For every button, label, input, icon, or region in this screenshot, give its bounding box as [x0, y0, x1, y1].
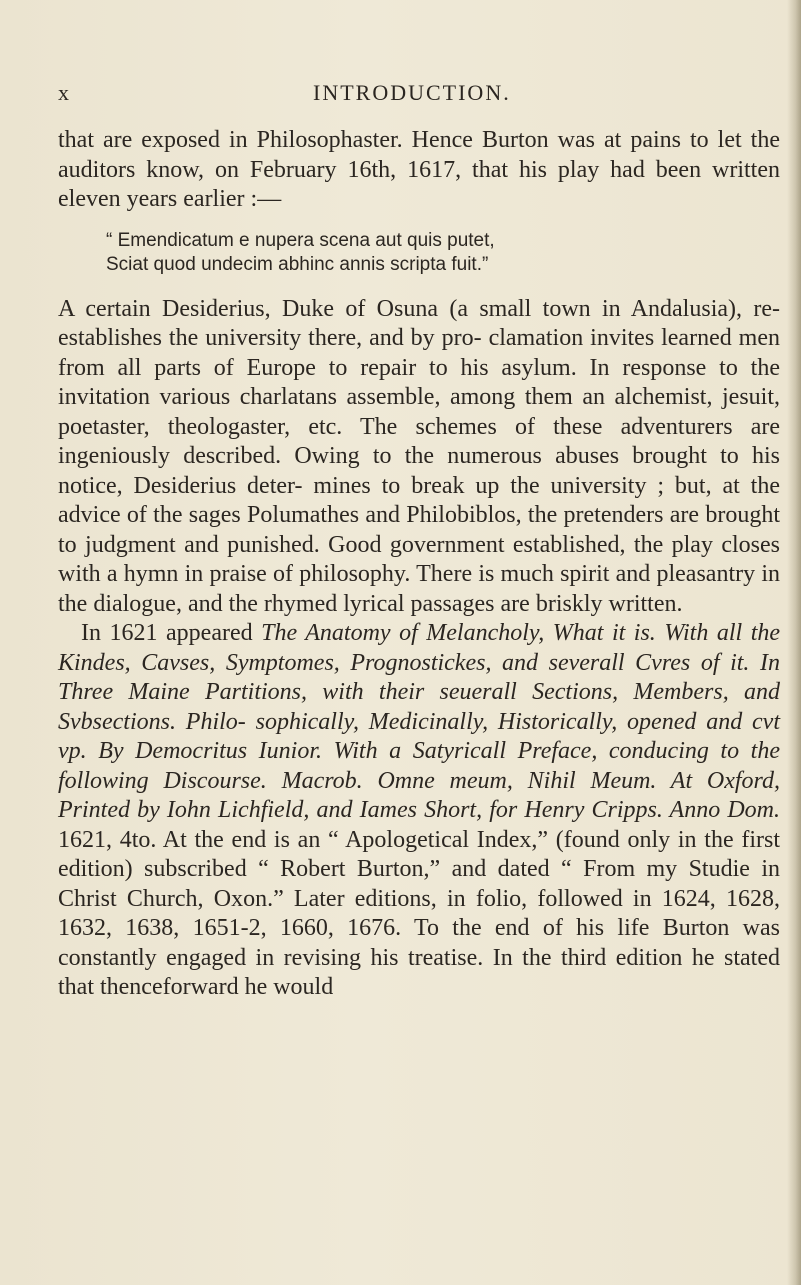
quote-line-1: “ Emendicatum e nupera scena aut quis putet,	[106, 229, 495, 251]
page-edge-shadow	[787, 0, 801, 1285]
book-title-italic: The Anatomy of Melancholy, What it is. With all the Kindes, Cavses, Symptomes, Prognostickes, and severall Cvres of it. In Three Maine Partitions, with their seuerall Sections, Members, and Svbsections. Philo- sophically, Medicinally, Historically, opened and cvt vp. By Democritus Iunior. With a Satyricall Preface, conducing to the following Discourse. Macrob. Omne meum, Nihil Meum. At Oxford, Printed by Iohn Lichfield, and Iames Short, for Henry Cripps. Anno Dom.	[58, 620, 781, 823]
page-header	[58, 80, 780, 108]
page-number: x	[58, 80, 70, 105]
paragraph-3-intro: In 1621 appeared	[81, 620, 253, 646]
paragraph-3-rest: 1621, 4to. At the end is an “ Apologetical Index,” (found only in the first edition) subscribed “ Robert Burton,” and dated “ From my Studie in Christ Church, Oxon.” Later editions, in folio, followed in 1624, 1628, 1632, 1638, 1651-2, 1660, 1676. To the end of his life Burton was constantly engaged in revising his treatise. In the third edition he stated that thenceforward he would	[58, 826, 780, 1000]
latin-quotation	[106, 229, 780, 277]
paragraph-1: that are exposed in Philosophaster. Hence Burton was at pains to let the auditors know, on February 16th, 1617, that his play had been written eleven years earlier :—	[58, 127, 780, 212]
paragraph-2: A certain Desiderius, Duke of Osuna (a small town in Andalusia), re-establishes the university there, and by pro- clamation invites learned men from all parts of Europe to repair to his asylum. In response to the invitation various charlatans assemble, among them an alchemist, jesuit, poetaster, theologaster, etc. The schemes of these adventurers are ingeniously described. Owing to the numerous abuses brought to his notice, Desiderius deter- mines to break up the university ; but, at the advice of the sages Polumathes and Philobiblos, the pretenders are brought to judgment and punished. Good government established, the play closes with a hymn in praise of philosophy. There is much spirit and pleasantry in the dialogue, and the rhymed lyrical passages are briskly written.	[58, 295, 780, 617]
paragraph-3	[58, 619, 780, 1003]
running-title: INTRODUCTION.	[313, 80, 511, 105]
quote-line-2: Sciat quod undecim abhinc annis scripta fuit.”	[106, 253, 489, 275]
body-text	[58, 126, 780, 1003]
